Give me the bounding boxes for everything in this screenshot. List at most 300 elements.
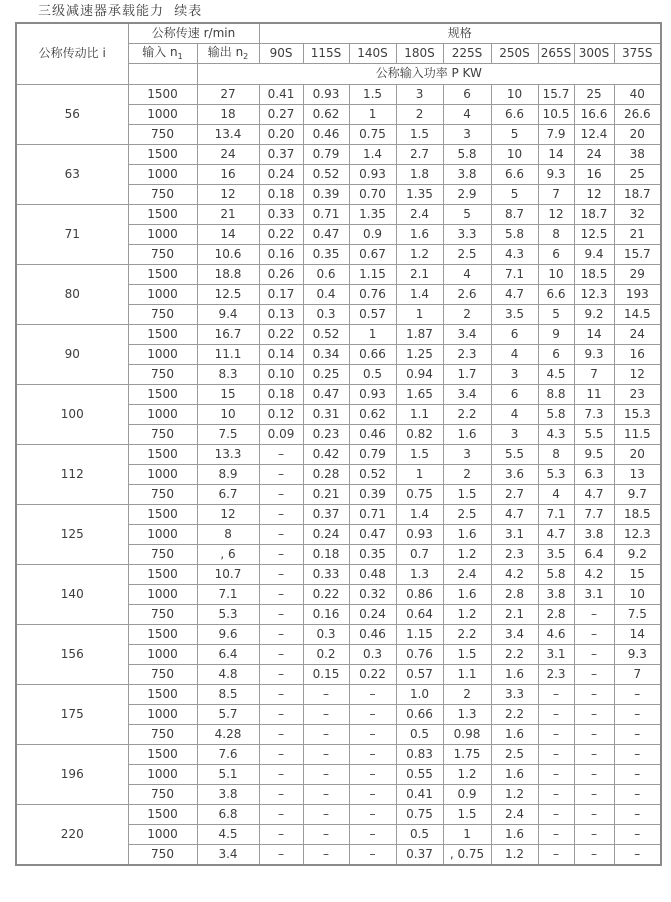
power-value-cell: – (538, 745, 574, 765)
power-value-cell: 13 (614, 465, 661, 485)
table-row (16, 625, 661, 645)
output-speed-cell: 8 (197, 525, 259, 545)
output-speed-cell: 4.28 (197, 725, 259, 745)
table-row (16, 685, 661, 705)
power-value-cell: 0.75 (396, 805, 443, 825)
power-value-cell: 1.87 (396, 325, 443, 345)
power-value-cell: 1.2 (491, 845, 538, 866)
power-value-cell: – (349, 725, 396, 745)
power-value-cell: 9.4 (574, 245, 614, 265)
output-speed-cell: 18 (197, 105, 259, 125)
power-value-cell: 15 (614, 565, 661, 585)
spec-column-header: 225S (443, 44, 491, 64)
input-speed-cell: 750 (128, 605, 197, 625)
input-speed-cell: 750 (128, 425, 197, 445)
power-value-cell: 18.5 (614, 505, 661, 525)
power-value-cell: 16 (574, 165, 614, 185)
page-title: 三级减速器承载能力 续表 (38, 4, 203, 19)
power-value-cell: – (538, 805, 574, 825)
power-value-cell: 0.13 (259, 305, 303, 325)
power-value-cell: 3.4 (443, 325, 491, 345)
power-value-cell: 0.9 (349, 225, 396, 245)
power-value-cell: 0.46 (349, 425, 396, 445)
power-value-cell: 6 (538, 245, 574, 265)
power-value-cell: 2.1 (396, 265, 443, 285)
power-value-cell: 0.22 (303, 585, 349, 605)
input-speed-cell: 750 (128, 485, 197, 505)
output-speed-cell: 3.4 (197, 845, 259, 866)
input-speed-cell: 1500 (128, 685, 197, 705)
power-value-cell: 0.39 (303, 185, 349, 205)
power-value-cell: – (303, 725, 349, 745)
header-empty-cell (128, 64, 197, 85)
power-value-cell: 6.3 (574, 465, 614, 485)
power-value-cell: 8 (538, 445, 574, 465)
power-value-cell: 3.5 (491, 305, 538, 325)
power-value-cell: – (303, 685, 349, 705)
power-value-cell: 1.3 (396, 565, 443, 585)
ratio-cell: 125 (16, 505, 128, 565)
power-value-cell: 9.2 (574, 305, 614, 325)
power-value-cell: 0.94 (396, 365, 443, 385)
input-speed-cell: 1500 (128, 745, 197, 765)
power-value-cell: – (259, 705, 303, 725)
power-value-cell: 2.5 (443, 245, 491, 265)
power-value-cell: 0.28 (303, 465, 349, 485)
power-value-cell: 0.46 (349, 625, 396, 645)
power-value-cell: 2.2 (491, 645, 538, 665)
power-value-cell: 3 (491, 425, 538, 445)
spec-column-header: 375S (614, 44, 661, 64)
power-value-cell: – (303, 705, 349, 725)
header-output-label: 输出 n (207, 44, 244, 59)
input-speed-cell: 1000 (128, 345, 197, 365)
header-ratio: 公称传动比 i (16, 23, 128, 85)
input-speed-cell: 1500 (128, 205, 197, 225)
power-value-cell: 2.4 (396, 205, 443, 225)
power-value-cell: – (614, 825, 661, 845)
power-value-cell: 2.2 (443, 405, 491, 425)
power-value-cell: 2.7 (491, 485, 538, 505)
power-value-cell: 7 (538, 185, 574, 205)
spec-column-header: 90S (259, 44, 303, 64)
power-value-cell: 0.41 (259, 85, 303, 105)
power-value-cell: 0.66 (349, 345, 396, 365)
power-value-cell: 1 (396, 465, 443, 485)
power-value-cell: – (303, 765, 349, 785)
power-value-cell: 0.52 (303, 165, 349, 185)
power-value-cell: 1.0 (396, 685, 443, 705)
power-value-cell: 0.5 (396, 825, 443, 845)
power-value-cell: 4.6 (538, 625, 574, 645)
power-value-cell: 3.8 (538, 585, 574, 605)
power-value-cell: 3 (443, 125, 491, 145)
power-value-cell: 5.5 (574, 425, 614, 445)
power-value-cell: 0.34 (303, 345, 349, 365)
power-value-cell: 3 (491, 365, 538, 385)
power-value-cell: 0.7 (396, 545, 443, 565)
output-speed-cell: 27 (197, 85, 259, 105)
power-value-cell: 1.35 (396, 185, 443, 205)
power-value-cell: – (574, 805, 614, 825)
power-value-cell: – (303, 805, 349, 825)
power-value-cell: 12.3 (614, 525, 661, 545)
power-value-cell: 5.8 (538, 565, 574, 585)
power-value-cell: 0.71 (349, 505, 396, 525)
power-value-cell: 12 (574, 185, 614, 205)
power-value-cell: 6.6 (538, 285, 574, 305)
input-speed-cell: 1500 (128, 85, 197, 105)
power-value-cell: 1.25 (396, 345, 443, 365)
input-speed-cell: 1000 (128, 165, 197, 185)
power-value-cell: 24 (614, 325, 661, 345)
power-value-cell: 7.1 (491, 265, 538, 285)
power-value-cell: 4 (538, 485, 574, 505)
power-value-cell: – (259, 545, 303, 565)
power-value-cell: 2.5 (443, 505, 491, 525)
power-value-cell: 14 (538, 145, 574, 165)
power-value-cell: 0.35 (349, 545, 396, 565)
output-speed-cell: 12 (197, 185, 259, 205)
ratio-cell: 112 (16, 445, 128, 505)
power-value-cell: , 0.75 (443, 845, 491, 866)
power-value-cell: 15.7 (614, 245, 661, 265)
power-value-cell: 1.1 (443, 665, 491, 685)
power-value-cell: – (538, 705, 574, 725)
table-row (16, 205, 661, 225)
power-value-cell: 0.64 (396, 605, 443, 625)
spec-column-header: 180S (396, 44, 443, 64)
power-value-cell: 2.3 (538, 665, 574, 685)
power-value-cell: 0.47 (303, 225, 349, 245)
power-value-cell: – (574, 825, 614, 845)
power-value-cell: 1.2 (491, 785, 538, 805)
power-value-cell: – (614, 725, 661, 745)
power-value-cell: – (349, 825, 396, 845)
power-value-cell: 32 (614, 205, 661, 225)
power-value-cell: 18.5 (574, 265, 614, 285)
output-speed-cell: 13.4 (197, 125, 259, 145)
power-value-cell: 4.2 (574, 565, 614, 585)
power-value-cell: 0.52 (349, 465, 396, 485)
input-speed-cell: 1000 (128, 225, 197, 245)
table-row (16, 325, 661, 345)
power-value-cell: 2.7 (396, 145, 443, 165)
output-speed-cell: 12 (197, 505, 259, 525)
power-value-cell: – (259, 485, 303, 505)
power-value-cell: 14.5 (614, 305, 661, 325)
input-speed-cell: 1000 (128, 285, 197, 305)
table-row (16, 745, 661, 765)
power-value-cell: 1.6 (443, 525, 491, 545)
power-value-cell: 0.16 (303, 605, 349, 625)
power-value-cell: 5.8 (443, 145, 491, 165)
input-speed-cell: 1500 (128, 625, 197, 645)
input-speed-cell: 750 (128, 665, 197, 685)
power-value-cell: – (259, 685, 303, 705)
power-value-cell: – (349, 685, 396, 705)
power-value-cell: – (538, 845, 574, 866)
input-speed-cell: 1000 (128, 465, 197, 485)
power-value-cell: – (303, 845, 349, 866)
input-speed-cell: 1000 (128, 765, 197, 785)
ratio-cell: 80 (16, 265, 128, 325)
input-speed-cell: 1500 (128, 145, 197, 165)
power-value-cell: 21 (614, 225, 661, 245)
power-value-cell: 0.4 (303, 285, 349, 305)
power-value-cell: 0.31 (303, 405, 349, 425)
spec-column-header: 250S (491, 44, 538, 64)
input-speed-cell: 1500 (128, 505, 197, 525)
power-value-cell: 0.16 (259, 245, 303, 265)
power-value-cell: 9.3 (538, 165, 574, 185)
power-value-cell: – (614, 805, 661, 825)
input-speed-cell: 1500 (128, 445, 197, 465)
power-value-cell: 0.22 (349, 665, 396, 685)
output-speed-cell: 8.9 (197, 465, 259, 485)
power-value-cell: – (538, 685, 574, 705)
power-value-cell: – (259, 805, 303, 825)
power-value-cell: – (614, 705, 661, 725)
table-row (16, 445, 661, 465)
power-value-cell: – (259, 525, 303, 545)
header-input-speed (128, 44, 197, 64)
input-speed-cell: 1000 (128, 825, 197, 845)
output-speed-cell: 7.6 (197, 745, 259, 765)
input-speed-cell: 1500 (128, 565, 197, 585)
power-value-cell: 7 (574, 365, 614, 385)
ratio-cell: 175 (16, 685, 128, 745)
power-value-cell: 0.3 (349, 645, 396, 665)
ratio-cell: 140 (16, 565, 128, 625)
power-value-cell: 6.4 (574, 545, 614, 565)
power-value-cell: 0.79 (349, 445, 396, 465)
input-speed-cell: 1000 (128, 105, 197, 125)
power-value-cell: – (259, 465, 303, 485)
output-speed-cell: 7.5 (197, 425, 259, 445)
power-value-cell: 5.3 (538, 465, 574, 485)
power-value-cell: 0.25 (303, 365, 349, 385)
power-value-cell: 0.62 (303, 105, 349, 125)
power-value-cell: – (574, 605, 614, 625)
power-value-cell: – (259, 845, 303, 866)
power-value-cell: 10.5 (538, 105, 574, 125)
power-value-cell: 5 (538, 305, 574, 325)
input-speed-cell: 1500 (128, 805, 197, 825)
input-speed-cell: 1500 (128, 385, 197, 405)
power-value-cell: 10 (491, 145, 538, 165)
power-value-cell: 12 (614, 365, 661, 385)
power-value-cell: 1.2 (443, 765, 491, 785)
power-value-cell: – (303, 785, 349, 805)
power-value-cell: 29 (614, 265, 661, 285)
power-value-cell: – (259, 725, 303, 745)
power-value-cell: 193 (614, 285, 661, 305)
power-value-cell: – (614, 685, 661, 705)
power-value-cell: 10 (538, 265, 574, 285)
power-value-cell: 0.33 (303, 565, 349, 585)
spec-column-header: 265S (538, 44, 574, 64)
power-value-cell: 14 (574, 325, 614, 345)
power-value-cell: 1.35 (349, 205, 396, 225)
spec-column-header: 115S (303, 44, 349, 64)
power-value-cell: 1.8 (396, 165, 443, 185)
header-output-subscript: 2 (243, 51, 249, 61)
power-value-cell: – (259, 745, 303, 765)
capacity-table (15, 22, 662, 866)
power-value-cell: 0.82 (396, 425, 443, 445)
power-value-cell: 0.46 (303, 125, 349, 145)
power-value-cell: 3 (396, 85, 443, 105)
power-value-cell: 0.09 (259, 425, 303, 445)
power-value-cell: 2.2 (491, 705, 538, 725)
power-value-cell: 4 (491, 345, 538, 365)
power-value-cell: 2.8 (491, 585, 538, 605)
power-value-cell: 3.1 (538, 645, 574, 665)
power-value-cell: 24 (574, 145, 614, 165)
power-value-cell: 8.7 (491, 205, 538, 225)
ratio-cell: 90 (16, 325, 128, 385)
power-value-cell: 1.6 (443, 585, 491, 605)
input-speed-cell: 1000 (128, 645, 197, 665)
output-speed-cell: 15 (197, 385, 259, 405)
power-value-cell: 1.5 (443, 805, 491, 825)
header-spec: 规格 (259, 23, 661, 44)
power-value-cell: 0.42 (303, 445, 349, 465)
output-speed-cell: 5.3 (197, 605, 259, 625)
power-value-cell: 2.5 (491, 745, 538, 765)
power-value-cell: 4.7 (491, 285, 538, 305)
output-speed-cell: 24 (197, 145, 259, 165)
power-value-cell: 0.35 (303, 245, 349, 265)
input-speed-cell: 1000 (128, 525, 197, 545)
power-value-cell: 1 (349, 325, 396, 345)
power-value-cell: 1.75 (443, 745, 491, 765)
power-value-cell: 6 (491, 325, 538, 345)
power-value-cell: 0.6 (303, 265, 349, 285)
power-value-cell: 9 (538, 325, 574, 345)
input-speed-cell: 1000 (128, 405, 197, 425)
power-value-cell: – (614, 765, 661, 785)
output-speed-cell: 11.1 (197, 345, 259, 365)
header-speed: 公称传速 r/min (128, 23, 259, 44)
power-value-cell: 26.6 (614, 105, 661, 125)
ratio-cell: 56 (16, 85, 128, 145)
output-speed-cell: 6.4 (197, 645, 259, 665)
power-value-cell: – (259, 445, 303, 465)
power-value-cell: – (538, 725, 574, 745)
power-value-cell: 2.6 (443, 285, 491, 305)
power-value-cell: – (574, 765, 614, 785)
power-value-cell: 1.6 (491, 765, 538, 785)
power-value-cell: 1.15 (396, 625, 443, 645)
power-value-cell: – (614, 745, 661, 765)
ratio-cell: 156 (16, 625, 128, 685)
power-value-cell: – (538, 765, 574, 785)
power-value-cell: 4 (443, 265, 491, 285)
power-value-cell: 0.14 (259, 345, 303, 365)
power-value-cell: 2.2 (443, 625, 491, 645)
power-value-cell: 7.7 (574, 505, 614, 525)
power-value-cell: 25 (614, 165, 661, 185)
power-value-cell: 8.8 (538, 385, 574, 405)
power-value-cell: 0.24 (349, 605, 396, 625)
output-speed-cell: 5.1 (197, 765, 259, 785)
power-value-cell: 3.5 (538, 545, 574, 565)
power-value-cell: 2.3 (443, 345, 491, 365)
power-value-cell: – (349, 765, 396, 785)
power-value-cell: 1 (396, 305, 443, 325)
power-value-cell: 6 (491, 385, 538, 405)
power-value-cell: – (574, 785, 614, 805)
power-value-cell: 5.8 (491, 225, 538, 245)
power-value-cell: 0.3 (303, 625, 349, 645)
power-value-cell: 2.4 (491, 805, 538, 825)
power-value-cell: – (349, 785, 396, 805)
power-value-cell: 0.12 (259, 405, 303, 425)
power-value-cell: 1.2 (443, 605, 491, 625)
power-value-cell: 3.3 (491, 685, 538, 705)
power-value-cell: – (259, 605, 303, 625)
power-value-cell: 5 (443, 205, 491, 225)
input-speed-cell: 750 (128, 785, 197, 805)
power-value-cell: 10 (614, 585, 661, 605)
power-value-cell: 0.22 (259, 325, 303, 345)
power-value-cell: 0.41 (396, 785, 443, 805)
power-value-cell: 18.7 (574, 205, 614, 225)
power-value-cell: 6 (538, 345, 574, 365)
power-value-cell: 9.5 (574, 445, 614, 465)
power-value-cell: – (349, 845, 396, 866)
power-value-cell: 3.3 (443, 225, 491, 245)
power-value-cell: 4.3 (491, 245, 538, 265)
power-value-cell: 0.76 (349, 285, 396, 305)
power-value-cell: 3.6 (491, 465, 538, 485)
power-value-cell: 4.7 (574, 485, 614, 505)
power-value-cell: 4.3 (538, 425, 574, 445)
output-speed-cell: 7.1 (197, 585, 259, 605)
power-value-cell: 14 (614, 625, 661, 645)
power-value-cell: 25 (574, 85, 614, 105)
power-value-cell: – (259, 785, 303, 805)
power-value-cell: 0.21 (303, 485, 349, 505)
power-value-cell: – (259, 645, 303, 665)
header-output-speed (197, 44, 259, 64)
power-value-cell: 0.2 (303, 645, 349, 665)
power-value-cell: 0.5 (396, 725, 443, 745)
input-speed-cell: 1000 (128, 585, 197, 605)
power-value-cell: 20 (614, 125, 661, 145)
power-value-cell: – (259, 765, 303, 785)
power-value-cell: 1.1 (396, 405, 443, 425)
input-speed-cell: 750 (128, 185, 197, 205)
power-value-cell: – (574, 745, 614, 765)
power-value-cell: 0.24 (303, 525, 349, 545)
ratio-cell: 196 (16, 745, 128, 805)
output-speed-cell: 8.3 (197, 365, 259, 385)
power-value-cell: 8 (538, 225, 574, 245)
output-speed-cell: 6.7 (197, 485, 259, 505)
table-row (16, 85, 661, 105)
power-value-cell: 1.15 (349, 265, 396, 285)
power-value-cell: 2 (396, 105, 443, 125)
power-value-cell: 0.3 (303, 305, 349, 325)
power-value-cell: 18.7 (614, 185, 661, 205)
power-value-cell: – (259, 565, 303, 585)
power-value-cell: – (574, 705, 614, 725)
input-speed-cell: 750 (128, 245, 197, 265)
input-speed-cell: 1500 (128, 265, 197, 285)
